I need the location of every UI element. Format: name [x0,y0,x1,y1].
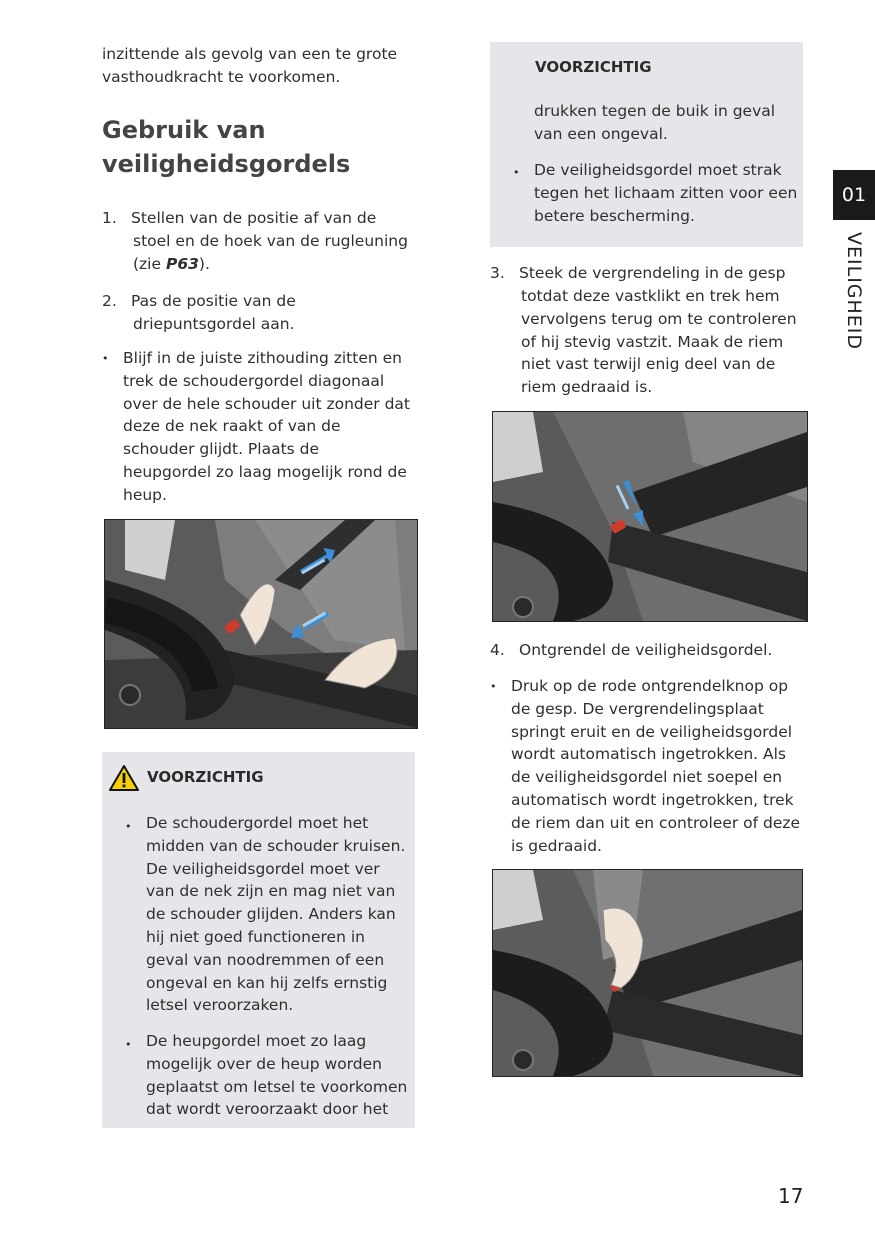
caution-continued-text: drukken tegen de buik in geval van een ongeval. [534,102,776,143]
page-reference: (zie P63). [133,255,210,273]
bullet-mark: • [102,352,109,365]
step-3-number: 3. [490,264,505,282]
section-heading: Gebruik van veiligheidsgordels [102,116,351,178]
caution-bullet-tight: De veiligheidsgordel moet strak tegen het lichaam zitten voor een betere bescherming. [534,161,798,225]
chapter-title-vertical: VEILIGHEID [843,232,865,351]
page-number: 17 [778,1184,804,1208]
chapter-tab: 01 [833,170,875,220]
caution-bullet-2: De heupgordel moet zo laag mogelijk over de heup worden geplaatst om letsel te voorkomen dat wordt veroorzaakt door het [146,1032,408,1119]
caution-bullet-1: De schoudergordel moet het midden van de schouder kruisen. De veiligheidsgordel moet ver van de nek zijn en mag niet van de schouder glijden. Anders kan hij niet goed functioneren in geval van noodremmen of een ongeval en kan hij zelfs ernstig letsel veroorzaken. [146,814,406,1015]
step-2-number: 2. [102,292,117,310]
illustration-belt-adjust [104,519,418,729]
illustration-belt-release [492,869,803,1077]
step-4-number: 4. [490,641,505,659]
illustration-buckle-insert [492,411,808,622]
caution-title: VOORZICHTIG [147,768,264,786]
bullet-mark: • [490,680,497,693]
caution-box-right: VOORZICHTIG drukken tegen de buik in geval van een ongeval. • De veiligheidsgordel moet strak tegen het lichaam zitten voor een betere bescherming. [490,42,803,247]
intro-text: inzittende als gevolg van een te grote vasthoudkracht te voorkomen. [102,45,398,86]
step-1-number: 1. [102,209,117,227]
warning-triangle-icon [108,764,140,792]
caution-title: VOORZICHTIG [535,58,652,76]
caution-box-left: VOORZICHTIG • De schoudergordel moet het midden van de schouder kruisen. De veiligheidsgordel moet ver van de nek zijn en mag niet van de schouder glijden. Anders kan hij niet goed functioneren in geval van noodremmen of een ongeval en kan hij zelfs ernstig letsel veroorzaken. • De heupgordel moet zo laag mogelijk over de heup worden geplaatst om letsel te voorkomen dat wordt veroorzaakt door het [102,752,415,1128]
